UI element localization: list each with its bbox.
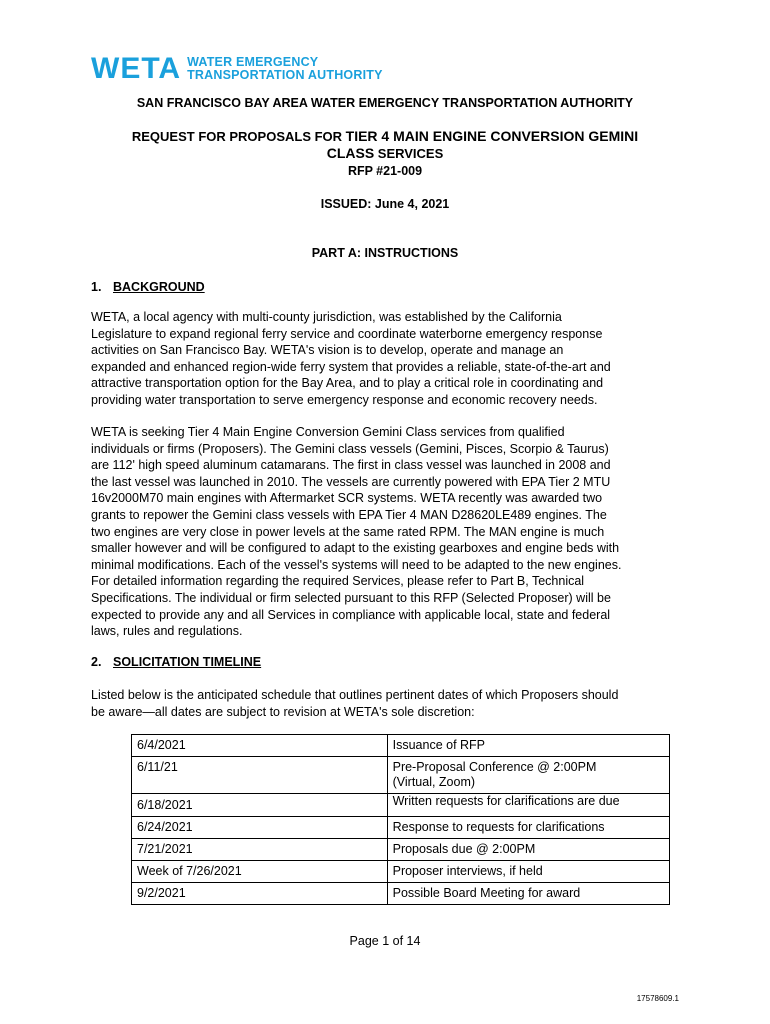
schedule-event [387, 757, 669, 794]
table-row [132, 817, 670, 839]
logo-line2: TRANSPORTATION AUTHORITY [187, 68, 383, 82]
table-row [132, 839, 670, 861]
schedule-event-line1: Pre-Proposal Conference @ 2:00PM [392, 760, 597, 774]
text-line: grants to repower the Gemini class vessels with EPA Tier 4 MAN D28620LE489 engines. The [91, 507, 607, 522]
rfp-title-main: TIER 4 MAIN ENGINE CONVERSION GEMINI [345, 128, 639, 144]
text-line: two engines are very close in power levels at the same rated RPM. The MAN engine is much [91, 524, 605, 539]
text-line: Legislature to expand regional ferry service and coordinate waterborne emergency response [91, 326, 603, 341]
org-heading: SAN FRANCISCO BAY AREA WATER EMERGENCY TRANSPORTATION AUTHORITY [136, 96, 634, 110]
text-line: are 112' high speed aluminum catamarans. The first in class vessel was launched in 2008 and [91, 458, 611, 473]
text-line: providing water transportation to serve emergency response and economic recovery needs. [91, 392, 598, 407]
schedule-event: Proposals due @ 2:00PM [387, 839, 669, 861]
text-line: For detailed information regarding the required Services, please refer to Part B, Technical [91, 574, 585, 589]
schedule-date: 7/21/2021 [132, 839, 388, 861]
text-line: Specifications. The individual or firm selected pursuant to this RFP (Selected Proposer) will be [91, 590, 611, 605]
text-line: 16v2000M70 main engines with Aftermarket SCR systems. WETA recently was awarded two [91, 491, 603, 506]
logo-subtitle [187, 56, 383, 82]
schedule-event: Possible Board Meeting for award [387, 883, 669, 905]
rfp-number: RFP #21-009 [347, 164, 423, 178]
rfp-title-line2b: SERVICES [374, 146, 444, 161]
text-line: activities on San Francisco Bay. WETA's vision is to develop, operate and manage an [91, 343, 564, 358]
schedule-event: Written requests for clarifications are due [387, 794, 669, 817]
text-line: Listed below is the anticipated schedule that outlines pertinent dates of which Proposers should [91, 688, 619, 702]
text-line: smaller however and will be configured to adapt to the existing gearboxes and engine beds with [91, 541, 620, 556]
table-row [132, 735, 670, 757]
schedule-date: 9/2/2021 [132, 883, 388, 905]
table-row [132, 757, 670, 794]
section-2-title: SOLICITATION TIMELINE [113, 655, 262, 669]
text-line: laws, rules and regulations. [91, 624, 243, 639]
table-row [132, 883, 670, 905]
table-row [132, 861, 670, 883]
logo-mark: WETA [91, 52, 182, 85]
schedule-date: Week of 7/26/2021 [132, 861, 388, 883]
schedule-date: 6/24/2021 [132, 817, 388, 839]
schedule-event: Proposer interviews, if held [387, 861, 669, 883]
rfp-title-prefix: REQUEST FOR PROPOSALS FOR [131, 129, 346, 144]
schedule-date: 6/18/2021 [132, 794, 388, 817]
rfp-title [60, 128, 710, 162]
text-line: expected to provide any and all Services in compliance with applicable local, state and federal [91, 607, 611, 622]
schedule-date: 6/11/21 [132, 757, 388, 794]
text-line: the last vessel was launched in 2010. The vessels are currently powered with EPA Tier 2 MTU [91, 474, 611, 489]
text-line: minimal modifications. Each of the vessel's systems will need to be adapted to the new engines. [91, 557, 622, 572]
background-paragraph-2 [91, 424, 681, 640]
schedule-table [131, 734, 670, 905]
schedule-date: 6/4/2021 [132, 735, 388, 757]
schedule-event: Issuance of RFP [387, 735, 669, 757]
page-number: Page 1 of 14 [349, 934, 421, 948]
section-1-number: 1. [91, 280, 102, 294]
document-number: 17578609.1 [636, 994, 679, 1003]
section-2-heading [91, 655, 261, 669]
schedule-event: Response to requests for clarifications [387, 817, 669, 839]
text-line: be aware—all dates are subject to revision at WETA's sole discretion: [91, 704, 475, 719]
section-1-title: BACKGROUND [113, 280, 205, 294]
text-line: attractive transportation option for the Bay Area, and to play a critical role in coordinating and [91, 376, 604, 391]
part-heading: PART A: INSTRUCTIONS [311, 246, 459, 260]
section-1-heading [91, 280, 205, 294]
text-line: expanded and enhanced region-wide ferry system that provides a reliable, state-of-the-art and [91, 359, 611, 374]
background-paragraph-1 [91, 309, 681, 409]
text-line: individuals or firms (Proposers). The Gemini class vessels (Gemini, Pisces, Scorpio & Taurus) [91, 441, 609, 456]
rfp-title-line2a: CLASS [326, 145, 375, 161]
table-row [132, 794, 670, 817]
section-2-number: 2. [91, 655, 102, 669]
timeline-intro-paragraph [91, 687, 681, 720]
issued-date: ISSUED: June 4, 2021 [320, 197, 450, 211]
weta-logo [91, 54, 383, 84]
logo-line1: WATER EMERGENCY [187, 55, 319, 69]
schedule-event-line2: (Virtual, Zoom) [392, 775, 476, 789]
text-line: WETA, a local agency with multi-county jurisdiction, was established by the California [91, 310, 562, 324]
text-line: WETA is seeking Tier 4 Main Engine Conversion Gemini Class services from qualified [91, 425, 565, 439]
